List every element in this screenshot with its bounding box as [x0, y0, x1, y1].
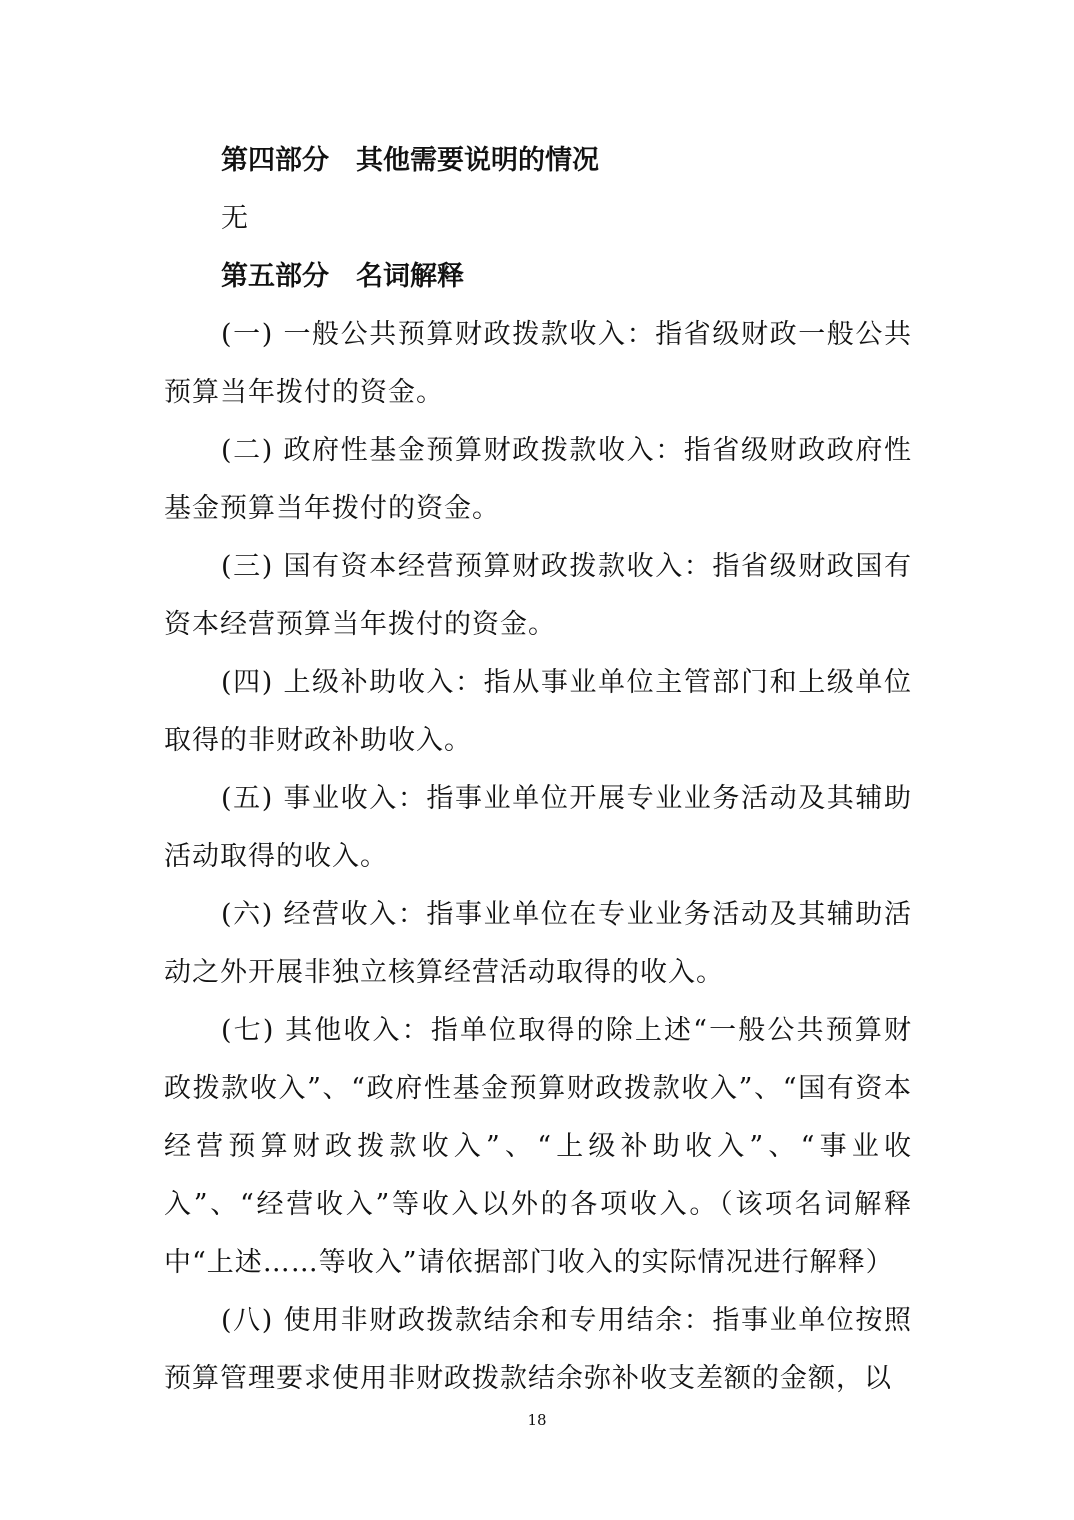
definition-paragraph-4: (四) 上级补助收入：指从事业单位主管部门和上级单位取得的非财政补助收入。: [164, 667, 912, 756]
definition-paragraph-1: (一) 一般公共预算财政拨款收入：指省级财政一般公共预算当年拨付的资金。: [164, 319, 912, 408]
definition-paragraph-3: (三) 国有资本经营预算财政拨款收入：指省级财政国有资本经营预算当年拨付的资金。: [164, 551, 912, 640]
definition-paragraph-7: (七) 其他收入：指单位取得的除上述“一般公共预算财政拨款收入”、“政府性基金预算财政拨款收入”、“国有资本经营预算财政拨款收入”、“上级补助收入”、“事业收入”、“经营收入”等收入以外的各项收入。（该项名词解释中“上述……等收入”请依据部门收入的实际情况进行解释）: [164, 1015, 912, 1278]
definition-paragraph-2: (二) 政府性基金预算财政拨款收入：指省级财政政府性基金预算当年拨付的资金。: [164, 435, 912, 524]
definition-paragraph-6: (六) 经营收入：指事业单位在专业业务活动及其辅助活动之外开展非独立核算经营活动取得的收入。: [164, 899, 912, 988]
definition-paragraph-5: (五) 事业收入：指事业单位开展专业业务活动及其辅助活动取得的收入。: [164, 783, 912, 872]
part-four-body: 无: [221, 203, 248, 234]
page-content: [164, 132, 912, 1408]
definition-paragraph-8: (八) 使用非财政拨款结余和专用结余：指事业单位按照预算管理要求使用非财政拨款结余弥补收支差额的金额，以: [164, 1305, 912, 1394]
page-number: 18: [527, 1411, 547, 1429]
heading-part-five: 第五部分 名词解释: [221, 261, 464, 292]
heading-part-four: 第四部分 其他需要说明的情况: [221, 145, 599, 176]
